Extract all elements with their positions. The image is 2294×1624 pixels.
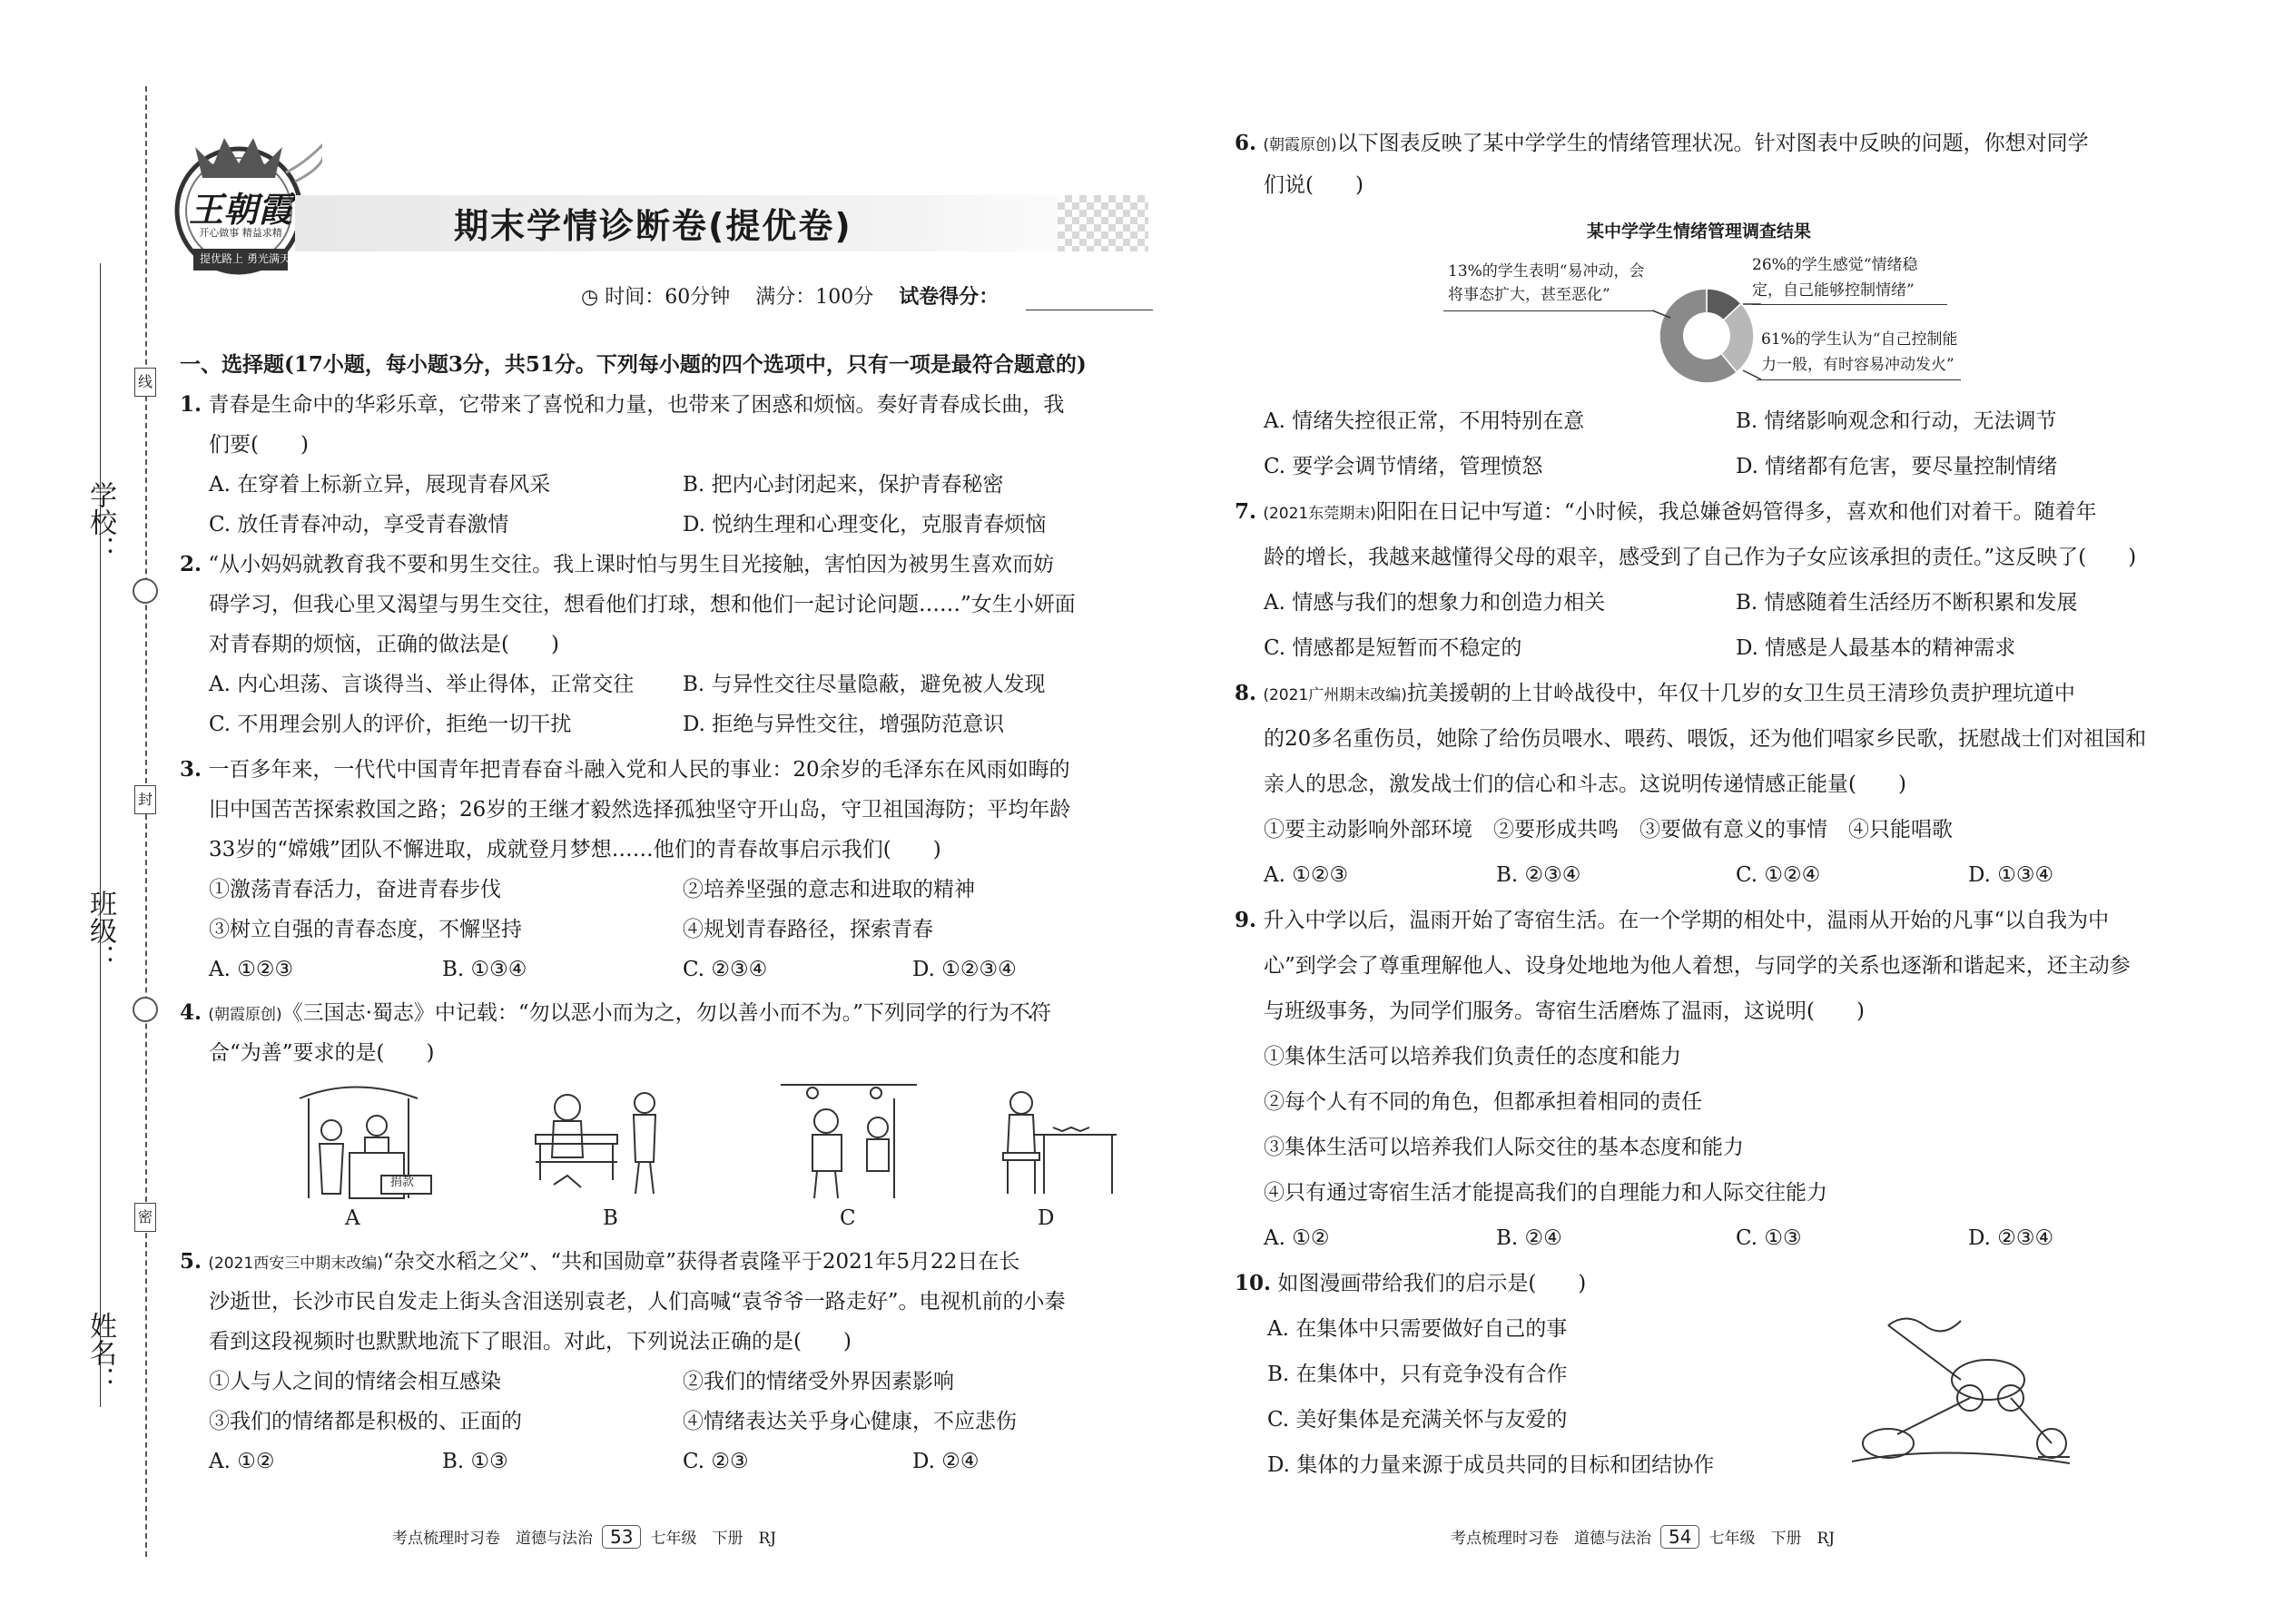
question-number: 7. xyxy=(1235,499,1257,524)
exam-score-label: 试卷得分： xyxy=(899,285,999,309)
q7-option-c[interactable]: C. 情感都是短暂而不稳定的 xyxy=(1264,636,1522,660)
seal-mark-1: 线 xyxy=(134,368,156,397)
q3-item-2: ②培养坚强的意志和进取的精神 xyxy=(683,878,975,901)
footer-left xyxy=(392,1525,776,1549)
q9-option-a[interactable]: A. ①② xyxy=(1264,1226,1330,1250)
question-source: (朝霞原创) xyxy=(208,1006,282,1024)
q3-item-1: ①激荡青春活力，奋进青春步伐 xyxy=(209,878,501,901)
question-source: (2021广州期末改编) xyxy=(1263,686,1407,704)
page-title: 期末学情诊断卷(提优卷) xyxy=(454,206,852,246)
q2-option-d[interactable]: D. 拒绝与异性交往，增强防范意识 xyxy=(683,713,1005,736)
chart-label-61b: 力一般，有时容易冲动发火” xyxy=(1761,356,1954,374)
question-number: 1. xyxy=(180,392,202,417)
page-number: 54 xyxy=(1660,1525,1699,1549)
q6-option-d[interactable]: D. 情绪都有危害，要尽量控制情绪 xyxy=(1736,455,2058,478)
chart-label-61-underline xyxy=(1757,379,1961,380)
q9-option-b[interactable]: B. ②④ xyxy=(1496,1226,1562,1250)
question-text: 阳阳在日记中写道：“小时候，我总嫌爸妈管得多，喜欢和他们对着干。随着年 xyxy=(1375,500,2097,524)
title-checker xyxy=(1058,195,1148,251)
question-source: (2021东莞期末) xyxy=(1263,505,1376,523)
logo-motto: 开心做事 精益求精 xyxy=(199,227,282,239)
q5-option-c[interactable]: C. ②③ xyxy=(683,1450,749,1473)
question-number: 4. xyxy=(180,1000,202,1025)
clock-icon: ◷ xyxy=(581,286,599,309)
question-6 xyxy=(1235,123,2089,165)
seal-mark-2: 封 xyxy=(134,785,156,814)
question-text: 以下图表反映了某中学学生的情绪管理状况。针对图表中反映的问题，你想对同学 xyxy=(1336,132,2089,155)
chart-label-13b: 将事态扩大，甚至恶化” xyxy=(1448,286,1610,304)
q4-picture-a xyxy=(263,1080,445,1203)
q7-option-d[interactable]: D. 情感是人最基本的精神需求 xyxy=(1736,636,2016,660)
q1-option-c[interactable]: C. 放任青春冲动，享受青春激情 xyxy=(209,513,509,536)
question-text: “为善”要求的是( ) xyxy=(230,1041,435,1065)
q10-cartoon xyxy=(1834,1307,2079,1471)
chart-label-13a: 13%的学生表明“易冲动，会 xyxy=(1448,262,1645,281)
question-3-line3: 33岁的“嫦娥”团队不懈进取，成就登月梦想……他们的青春故事启示我们( ) xyxy=(209,838,941,861)
emphasis-text: 合 • xyxy=(209,1041,230,1065)
question-source: (2021西安三中期末改编) xyxy=(208,1255,383,1273)
question-number: 3. xyxy=(180,757,202,782)
binding-dashed-line xyxy=(145,86,147,1557)
q7-option-a[interactable]: A. 情感与我们的想象力和创造力相关 xyxy=(1264,591,1606,615)
q4-picture-b xyxy=(527,1080,681,1203)
q5-item-3: ③我们的情绪都是积极的、正面的 xyxy=(209,1410,522,1433)
q3-option-a[interactable]: A. ①②③ xyxy=(209,958,294,981)
question-text: 升入中学以后，温雨开始了寄宿生活。在一个学期的相处中，温雨从开始的凡事“以自我为中 xyxy=(1263,909,2110,932)
question-5-line3: 看到这段视频时也默默地流下了眼泪。对此，下列说法正确的是( ) xyxy=(209,1330,852,1353)
q4-label-d[interactable]: D xyxy=(1038,1206,1055,1230)
question-text: “杂交水稻之父”、“共和国勋章”获得者袁隆平于2021年5月22日在长 xyxy=(382,1250,1020,1274)
chart-title: 某中学学生情绪管理调查结果 xyxy=(1587,221,1812,241)
question-4-line2 xyxy=(209,1033,434,1073)
q4-picture-c xyxy=(776,1080,921,1203)
question-number: 6. xyxy=(1235,131,1257,155)
question-number: 9. xyxy=(1235,908,1257,932)
question-text: 一百多年来，一代代中国青年把青春奋斗融入党和人民的事业：20余岁的毛泽东在风雨如晦的 xyxy=(208,758,1070,782)
q10-option-b[interactable]: B. 在集体中，只有竞争没有合作 xyxy=(1267,1363,1568,1386)
class-label: 班级： xyxy=(84,890,116,971)
q9-option-c[interactable]: C. ①③ xyxy=(1736,1226,1802,1250)
question-9-line2: 心”到学会了尊重理解他人、设身处地地为他人着想，与同学的关系也逐渐和谐起来，还主动参 xyxy=(1264,954,2131,978)
q2-option-c[interactable]: C. 不用理会别人的评价，拒绝一切干扰 xyxy=(209,713,572,736)
question-9 xyxy=(1235,901,2109,940)
question-text: 青春是生命中的华彩乐章，它带来了喜悦和力量，也带来了困惑和烦恼。奏好青春成长曲，我 xyxy=(208,393,1065,417)
q9-option-d[interactable]: D. ②③④ xyxy=(1968,1226,2054,1250)
exam-info xyxy=(581,281,999,310)
q3-item-4: ④规划青春路径，探索青春 xyxy=(683,918,933,941)
footer-grade: 七年级 下册 RJ xyxy=(1708,1530,1836,1548)
footer-right xyxy=(1451,1525,1835,1549)
question-7 xyxy=(1235,492,2097,534)
question-text: 抗美援朝的上甘岭战役中，年仅十几岁的女卫生员王清珍负责护理坑道中 xyxy=(1406,682,2075,705)
q5-option-a[interactable]: A. ①② xyxy=(209,1450,275,1473)
question-3-line2: 旧中国苦苦探索救国之路；26岁的王继才毅然选择孤独坚守开山岛，守卫祖国海防；平均年龄 xyxy=(209,798,1071,822)
footer-series: 考点梳理时习卷 道德与法治 xyxy=(392,1530,593,1548)
section-heading: 一、选择题(17小题，每小题3分，共51分。下列每小题的四个选项中，只有一项是最符合题意的) xyxy=(180,352,1087,377)
question-2 xyxy=(180,545,1054,585)
q2-option-b[interactable]: B. 与异性交往尽量隐蔽，避免被人发现 xyxy=(683,673,1046,696)
question-8-line2: 的20多名重伤员，她除了给伤员喂水、喂药、喂饭，还为他们唱家乡民歌，抚慰战士们对祖国和 xyxy=(1264,727,2147,751)
q3-option-c[interactable]: C. ②③④ xyxy=(683,958,768,981)
q3-item-3: ③树立自强的青春态度，不懈坚持 xyxy=(209,918,522,941)
question-number: 5. xyxy=(180,1249,202,1274)
q10-option-d[interactable]: D. 集体的力量来源于成员共同的目标和团结协作 xyxy=(1267,1453,1715,1477)
chart-label-26a: 26%的学生感觉“情绪稳 xyxy=(1752,256,1918,274)
q1-option-d[interactable]: D. 悦纳生理和心理变化，克服青春烦恼 xyxy=(683,513,1047,536)
question-8 xyxy=(1235,674,2075,715)
binding-ornament-1 xyxy=(133,578,158,604)
school-label: 学校： xyxy=(84,481,116,563)
q8-option-a[interactable]: A. ①②③ xyxy=(1264,863,1349,887)
q4-label-c[interactable]: C xyxy=(840,1206,856,1230)
emphasis-text: 不符 • xyxy=(1009,1001,1051,1025)
q1-option-b[interactable]: B. 把内心封闭起来，保护青春秘密 xyxy=(683,473,1004,497)
chart-label-61 xyxy=(1761,327,1957,378)
chart-label-13 xyxy=(1448,260,1644,307)
q4-picture-a-sign: 捐款 xyxy=(390,1176,415,1189)
question-number: 10. xyxy=(1235,1271,1272,1295)
chart-label-26-underline xyxy=(1752,304,1947,305)
name-label: 姓名： xyxy=(84,1312,116,1393)
q2-option-a[interactable]: A. 内心坦荡、言谈得当、举止得体，正常交往 xyxy=(209,673,635,696)
q5-item-4: ④情绪表达关乎身心健康，不应悲伤 xyxy=(683,1410,1017,1433)
seal-mark-3: 密 xyxy=(134,1203,156,1232)
question-3 xyxy=(180,750,1070,790)
q1-option-a[interactable]: A. 在穿着上标新立异，展现青春风采 xyxy=(209,473,551,497)
chart-label-61a: 61%的学生认为“自己控制能 xyxy=(1761,330,1958,349)
q5-item-2: ②我们的情绪受外界因素影响 xyxy=(683,1370,954,1393)
exam-time: 时间：60分钟 xyxy=(605,286,731,309)
question-number: 2. xyxy=(180,552,202,576)
q10-option-a[interactable]: A. 在集体中只需要做好自己的事 xyxy=(1267,1317,1568,1341)
logo-brand-text: 王朝霞 xyxy=(188,189,292,230)
question-5 xyxy=(180,1242,1019,1284)
footer-grade: 七年级 下册 RJ xyxy=(650,1530,777,1548)
question-10 xyxy=(1235,1264,1586,1304)
q10-option-c[interactable]: C. 美好集体是充满关怀与友爱的 xyxy=(1267,1408,1568,1432)
question-source: (朝霞原创) xyxy=(1263,136,1337,154)
question-7-line2: 龄的增长，我越来越懂得父母的艰辛，感受到了自己作为子女应该承担的责任。”这反映了( ) xyxy=(1264,546,2137,569)
q5-item-1: ①人与人之间的情绪会相互感染 xyxy=(209,1370,501,1393)
donut-chart xyxy=(1652,281,1761,390)
q4-label-b[interactable]: B xyxy=(603,1206,618,1230)
q5-option-d[interactable]: D. ②④ xyxy=(912,1450,980,1473)
chart-label-26 xyxy=(1752,252,1917,303)
question-1 xyxy=(180,385,1064,425)
q6-option-a[interactable]: A. 情绪失控很正常，不用特别在意 xyxy=(1264,409,1585,433)
question-8-line3: 亲人的思念，激发战士们的信心和斗志。这说明传递情感正能量( ) xyxy=(1264,773,1906,796)
page-number: 53 xyxy=(602,1525,641,1549)
q7-option-b[interactable]: B. 情感随着生活经历不断积累和发展 xyxy=(1736,591,2078,615)
question-5-line2: 沙逝世，长沙市民自发走上街头含泪送别袁老，人们高喊“袁爷爷一路走好”。电视机前的小秦 xyxy=(209,1290,1066,1314)
logo-banner-left: 提优路上 xyxy=(200,252,244,265)
q4-picture-d xyxy=(989,1080,1126,1203)
q9-item-3: ③集体生活可以培养我们人际交往的基本态度和能力 xyxy=(1264,1136,1744,1159)
question-text: “从小妈妈就教育我不要和男生交往。我上课时怕与男生目光接触，害怕因为被男生喜欢而妨 xyxy=(208,553,1055,576)
binding-ornament-2 xyxy=(133,997,158,1022)
q3-option-b[interactable]: B. ①③④ xyxy=(442,958,527,981)
question-9-line3: 与班级事务，为同学们服务。寄宿生活磨炼了温雨，这说明( ) xyxy=(1264,999,1865,1023)
question-text: 《三国志·蜀志》中记载：“勿以恶小而为之，勿以善小而不为。”下列同学的行为 xyxy=(281,1001,1009,1025)
question-4 xyxy=(180,993,1051,1035)
question-number: 8. xyxy=(1235,681,1257,705)
exam-full-score: 满分：100分 xyxy=(755,286,874,309)
question-2-line2: 碍学习，但我心里又渴望与男生交往，想看他们打球，想和他们一起讨论问题……”女生小妍面 xyxy=(209,593,1076,616)
question-1-line2: 们要( ) xyxy=(209,433,309,457)
question-6-line2: 们说( ) xyxy=(1264,173,1364,197)
q8-option-c[interactable]: C. ①②④ xyxy=(1736,863,1821,887)
q5-option-b[interactable]: B. ①③ xyxy=(442,1450,508,1473)
q6-option-b[interactable]: B. 情绪影响观念和行动，无法调节 xyxy=(1736,409,2057,433)
q9-item-1: ①集体生活可以培养我们负责任的态度和能力 xyxy=(1264,1045,1681,1068)
q8-items: ①要主动影响外部环境 ②要形成共鸣 ③要做有意义的事情 ④只能唱歌 xyxy=(1264,818,1953,842)
logo-banner-right: 勇光满天 xyxy=(247,252,291,265)
question-2-line3: 对青春期的烦恼，正确的做法是( ) xyxy=(209,633,559,656)
q8-option-d[interactable]: D. ①③④ xyxy=(1968,863,2054,887)
q9-item-4: ④只有通过寄宿生活才能提高我们的自理能力和人际交往能力 xyxy=(1264,1181,1827,1205)
q9-item-2: ②每个人有不同的角色，但都承担着相同的责任 xyxy=(1264,1090,1702,1114)
footer-series: 考点梳理时习卷 道德与法治 xyxy=(1451,1530,1651,1548)
q3-option-d[interactable]: D. ①②③④ xyxy=(912,958,1017,981)
q8-option-b[interactable]: B. ②③④ xyxy=(1496,863,1581,887)
q6-option-c[interactable]: C. 要学会调节情绪，管理愤怒 xyxy=(1264,455,1543,478)
binding-solid-line xyxy=(100,263,101,1407)
q4-label-a[interactable]: A xyxy=(345,1206,360,1230)
question-text: 如图漫画带给我们的启示是( ) xyxy=(1277,1272,1587,1295)
chart-label-26b: 定，自己能够控制情绪” xyxy=(1752,281,1915,300)
